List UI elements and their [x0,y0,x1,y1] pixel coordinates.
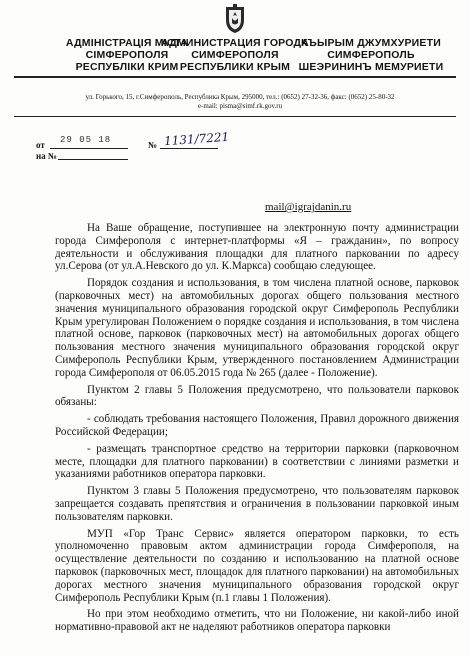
org-name-crimean-tatar: КЪЫРЫМ ДЖУМХУРИЕТИ СИМФЕРОПОЛЬ ШЕЭРИНИНЪ МЕМУРИЕТИ [298,37,444,73]
number-underline [160,148,218,149]
paragraph: Но при этом необходимо отметить, что ни Положение, ни какой-либо иной нормативно-правовой акт не наделяют работников оператора парковки [55,608,459,634]
number-label: № [148,140,158,150]
date-label: от [36,140,45,150]
registration-date: 29 05 18 [60,135,112,145]
paragraph: Пунктом 3 главы 5 Положения предусмотрено, что пользователям парковок запрещается создавать препятствия и ограничения в пользовании парковкой иным пользователям парковки. [55,485,459,523]
paragraph: На Ваше обращение, поступившее на электронную почту администрации города Симферополя с интернет-платформы «Я – гражданин», по вопросу деятельности и обслуживания площадки для платного парковании по адресу ул.Серова (от ул.А.Невского до ул. К.Маркса) сообщаю следующее. [55,222,459,273]
coat-of-arms-icon [224,4,246,34]
org-name-russian: АДМИНИСТРАЦИЯ ГОРОДА СИМФЕРОПОЛЯ РЕСПУБЛИКИ КРЫМ [161,37,309,73]
paragraph: - соблюдать требования настоящего Положения, Правил дорожного движения Российской Федерации; [55,413,459,438]
org-name-ukrainian: АДМІНІСТРАЦІЯ МІСТА СІМФЕРОПОЛЯ РЕСПУБЛІКИ КРИМ [65,37,189,73]
paragraph: Порядок создания и использования, в том числена платной основе, парковок (парковочных мест) на автомобильных дорогах общего пользования местного значения муниципального образования городской округ Симферополь Республики Крым урегулирован Положением о порядке создания и использования, в том числена платной основе, парковок (парковочных мест) на автомобильных дорогах общего пользования местного значения муниципального образования городской округ Симферополь Республики Крым, утвержденного постановлением Администрации города Симферополя от 06.05.2015 года № 265 (далее - Положение). [55,277,459,379]
org-address: ул. Горького, 15, г.Симферополь, Республика Крым, 295000, тел.: (0652) 27-32-36, факс: (0652) 25-80-32 [85,93,395,101]
org-address-block [70,93,410,111]
reference-label: на № [36,151,57,161]
recipient-email: mail@igrajdanin.ru [265,201,352,213]
header-divider-bottom [14,116,456,117]
reference-underline [58,159,128,160]
date-underline [50,148,128,149]
header-divider-top [14,76,456,78]
paragraph: - размещать транспортное средство на территории парковки (парковочном месте, площадки для платного парковании) в соответствии с линиями разметки и указаниями работников оператора парковки. [55,442,459,481]
paragraph: МУП «Гор Транс Сервис» является оператором парковки, то есть уполномоченно правовым актом администрации города Симферополя, на осуществление деятельности по созданию и использованию на платной основе парковок (парковочных мест, площадок для платного парковании) на автомобильных дорогах местного значения муниципального образования городской округ Симферополь Республики Крым (п.1 главы 1 Положения). [55,527,459,604]
org-email: e-mail: pisma@simf.rk.gov.ru [197,102,283,110]
letter-body [55,222,459,638]
outgoing-number: 1131/7221 [163,129,230,149]
paragraph: Пунктом 2 главы 5 Положения предусмотрено, что пользователи парковок обязаны: [55,383,459,409]
